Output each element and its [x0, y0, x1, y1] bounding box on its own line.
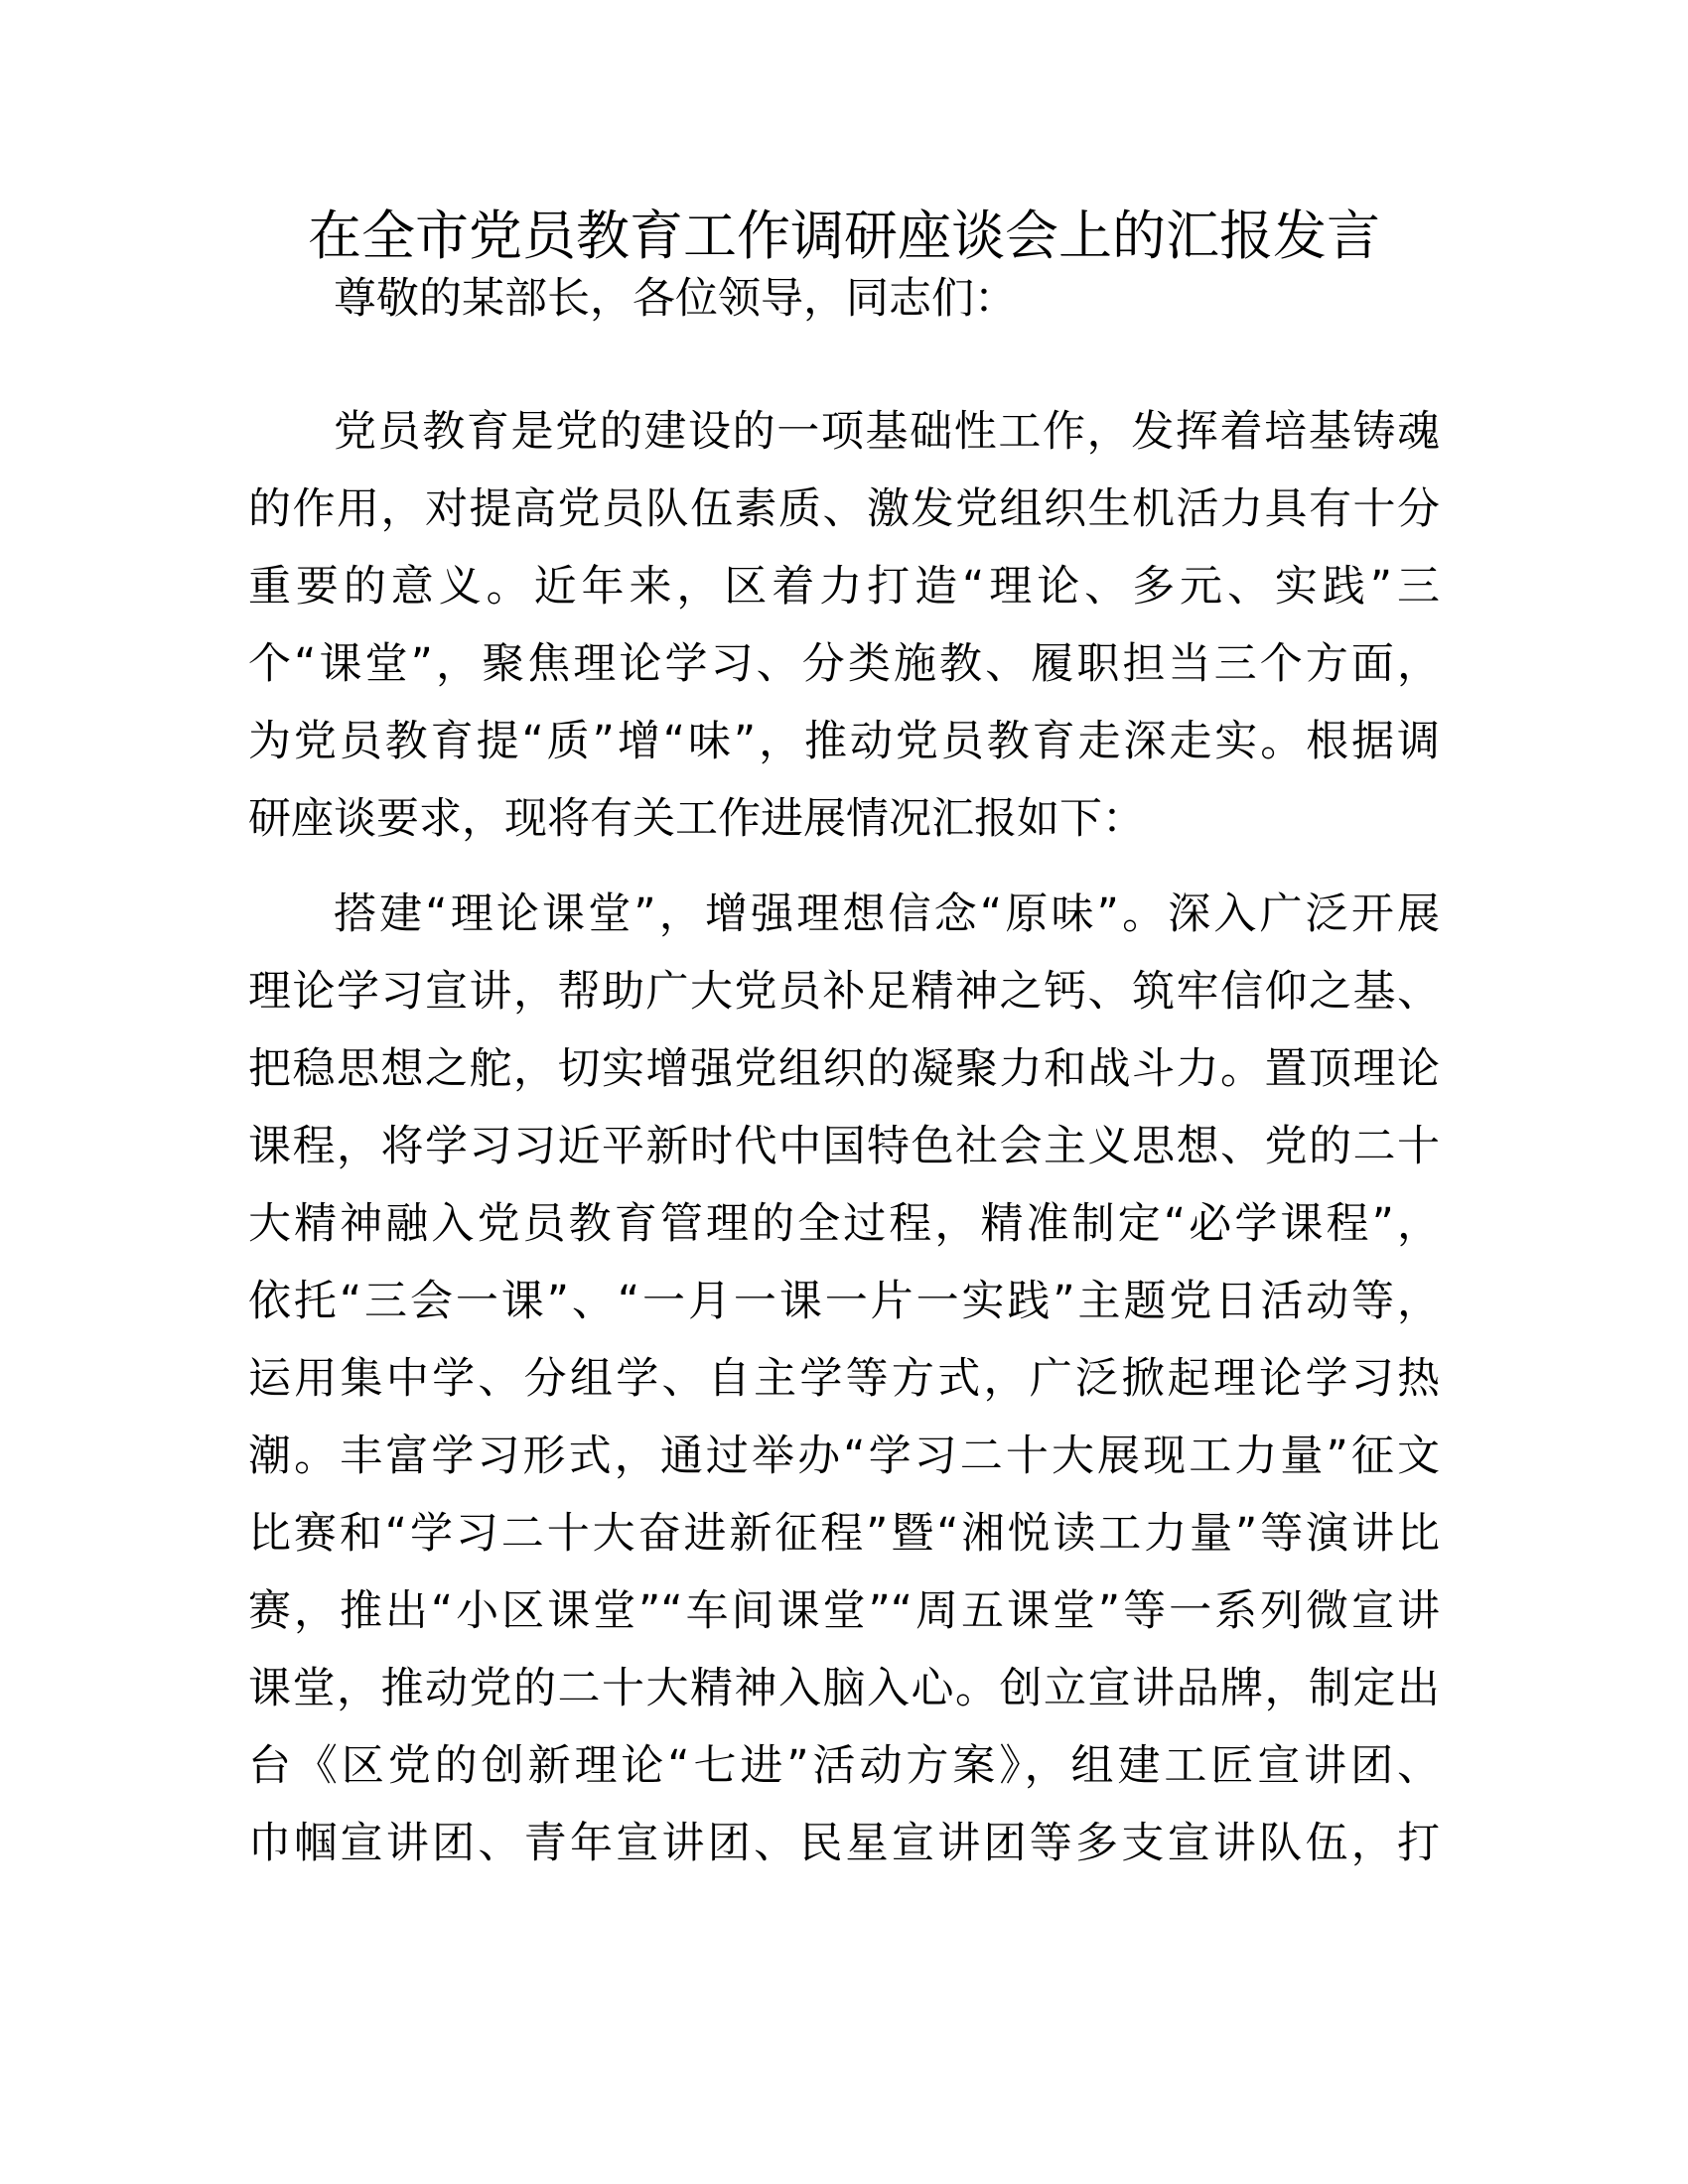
paragraph-line: 台《区党的创新理论“七进”活动方案》，组建工匠宣讲团、 [248, 1741, 1440, 1791]
paragraph-line: 课程，将学习习近平新时代中国特色社会主义思想、党的二十 [248, 1122, 1440, 1171]
paragraph-line: 个“课堂”，聚焦理论学习、分类施教、履职担当三个方面， [248, 639, 1440, 689]
paragraph-line: 重要的意义。近年来，区着力打造“理论、多元、实践”三 [248, 562, 1440, 612]
paragraph-line: 潮。丰富学习形式，通过举办“学习二十大展现工力量”征文 [248, 1432, 1440, 1481]
paragraph-line: 党员教育是党的建设的一项基础性工作，发挥着培基铸魂 [334, 407, 1440, 457]
paragraph-theory-classroom [248, 876, 1440, 1882]
paragraph-line: 搭建“理论课堂”，增强理想信念“原味”。深入广泛开展 [334, 889, 1440, 939]
paragraph-line: 赛，推出“小区课堂”“车间课堂”“周五课堂”等一系列微宣讲 [248, 1586, 1440, 1636]
paragraph-line: 运用集中学、分组学、自主学等方式，广泛掀起理论学习热 [248, 1354, 1440, 1404]
paragraph-line: 比赛和“学习二十大奋进新征程”暨“湘悦读工力量”等演讲比 [248, 1509, 1440, 1559]
paragraph-line: 巾帼宣讲团、青年宣讲团、民星宣讲团等多支宣讲队伍，打 [248, 1819, 1440, 1868]
document-title: 在全市党员教育工作调研座谈会上的汇报发言 [308, 205, 1380, 267]
paragraph-line: 研座谈要求，现将有关工作进展情况汇报如下： [248, 794, 1145, 844]
paragraph-line: 理论学习宣讲，帮助广大党员补足精神之钙、筑牢信仰之基、 [248, 967, 1440, 1017]
salutation: 尊敬的某部长，各位领导，同志们： [334, 274, 1017, 324]
paragraph-line: 的作用，对提高党员队伍素质、激发党组织生机活力具有十分 [248, 484, 1440, 534]
paragraph-line: 为党员教育提“质”增“味”，推动党员教育走深走实。根据调 [248, 717, 1440, 766]
paragraph-line: 把稳思想之舵，切实增强党组织的凝聚力和战斗力。置顶理论 [248, 1044, 1440, 1094]
paragraph-line: 课堂，推动党的二十大精神入脑入心。创立宣讲品牌，制定出 [248, 1664, 1440, 1713]
paragraph-line: 大精神融入党员教育管理的全过程，精准制定“必学课程”， [248, 1199, 1440, 1249]
paragraph-intro [248, 393, 1440, 858]
paragraph-line: 依托“三会一课”、“一月一课一片一实践”主题党日活动等， [248, 1277, 1440, 1326]
